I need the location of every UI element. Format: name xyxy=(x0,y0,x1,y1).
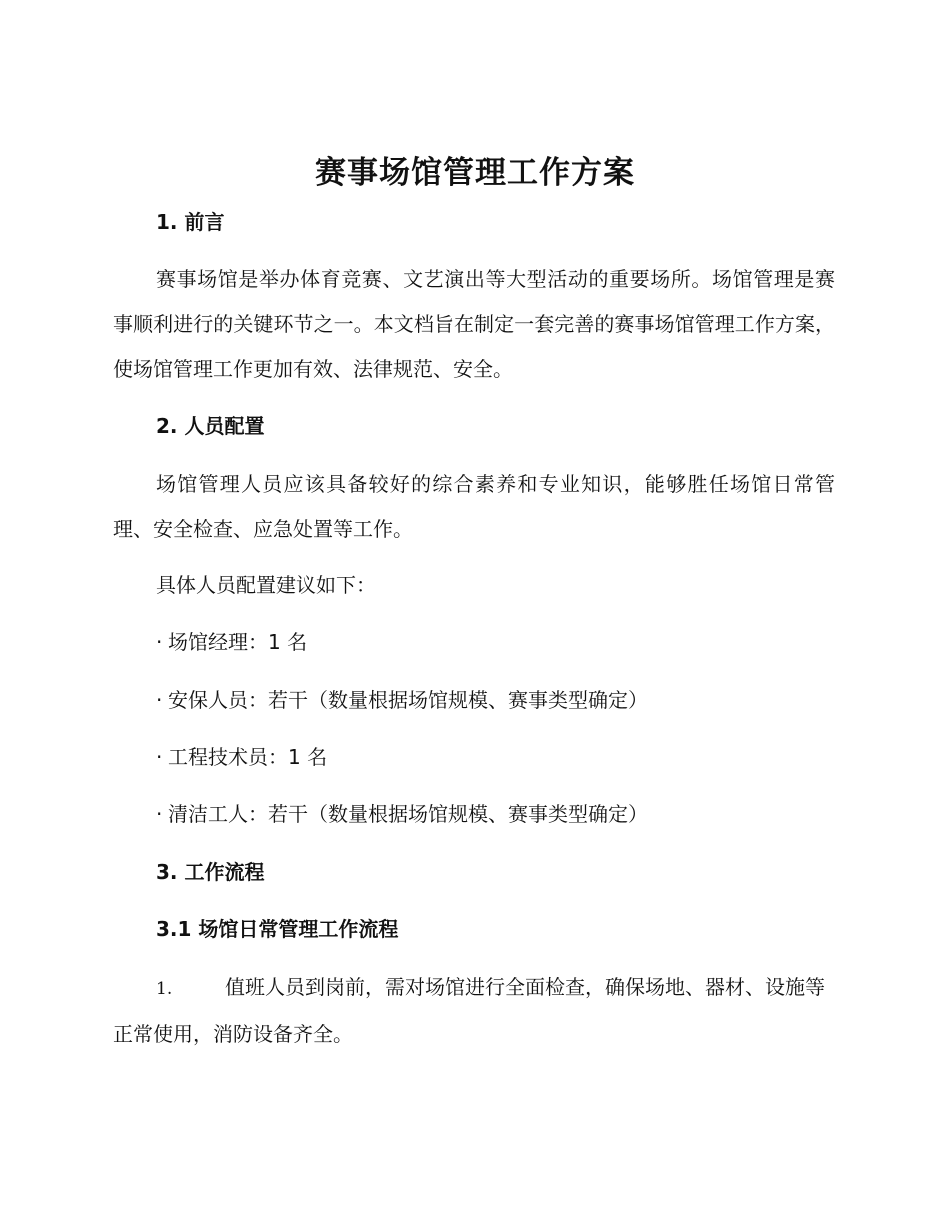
list-item-text: 安保人员：若干（数量根据场馆规模、赛事类型确定） xyxy=(168,688,648,712)
list-item-text: 工程技术员：1 名 xyxy=(168,745,328,769)
list-item xyxy=(156,628,307,656)
bullet-icon: · xyxy=(156,688,163,712)
list-item-text: 场馆经理：1 名 xyxy=(168,630,308,654)
subsection-heading-daily: 3.1 场馆日常管理工作流程 xyxy=(156,917,399,941)
numbered-step xyxy=(113,965,835,1057)
list-item xyxy=(156,686,648,714)
section-heading-intro: 1. 前言 xyxy=(156,210,225,234)
step-text: 值班人员到岗前，需对场馆进行全面检查，确保场地、器材、设施等正常使用，消防设备齐全。 xyxy=(113,975,825,1046)
section-heading-staffing: 2. 人员配置 xyxy=(156,414,265,438)
section-heading-workflow: 3. 工作流程 xyxy=(156,860,265,884)
bullet-icon: · xyxy=(156,802,163,826)
staffing-intro-line: 具体人员配置建议如下： xyxy=(156,573,376,597)
staffing-paragraph: 场馆管理人员应该具备较好的综合素养和专业知识，能够胜任场馆日常管理、安全检查、应急处置等工作。 xyxy=(113,472,835,541)
list-item xyxy=(156,800,648,828)
step-number: 1. xyxy=(156,979,173,999)
list-item-text: 清洁工人：若干（数量根据场馆规模、赛事类型确定） xyxy=(168,802,648,826)
document-title: 赛事场馆管理工作方案 xyxy=(315,155,635,191)
bullet-icon: · xyxy=(156,630,163,654)
intro-paragraph: 赛事场馆是举办体育竞赛、文艺演出等大型活动的重要场所。场馆管理是赛事顺利进行的关键环节之一。本文档旨在制定一套完善的赛事场馆管理工作方案，使场馆管理工作更加有效、法律规范、安全。 xyxy=(113,267,835,381)
list-item xyxy=(156,743,327,771)
bullet-icon: · xyxy=(156,745,163,769)
